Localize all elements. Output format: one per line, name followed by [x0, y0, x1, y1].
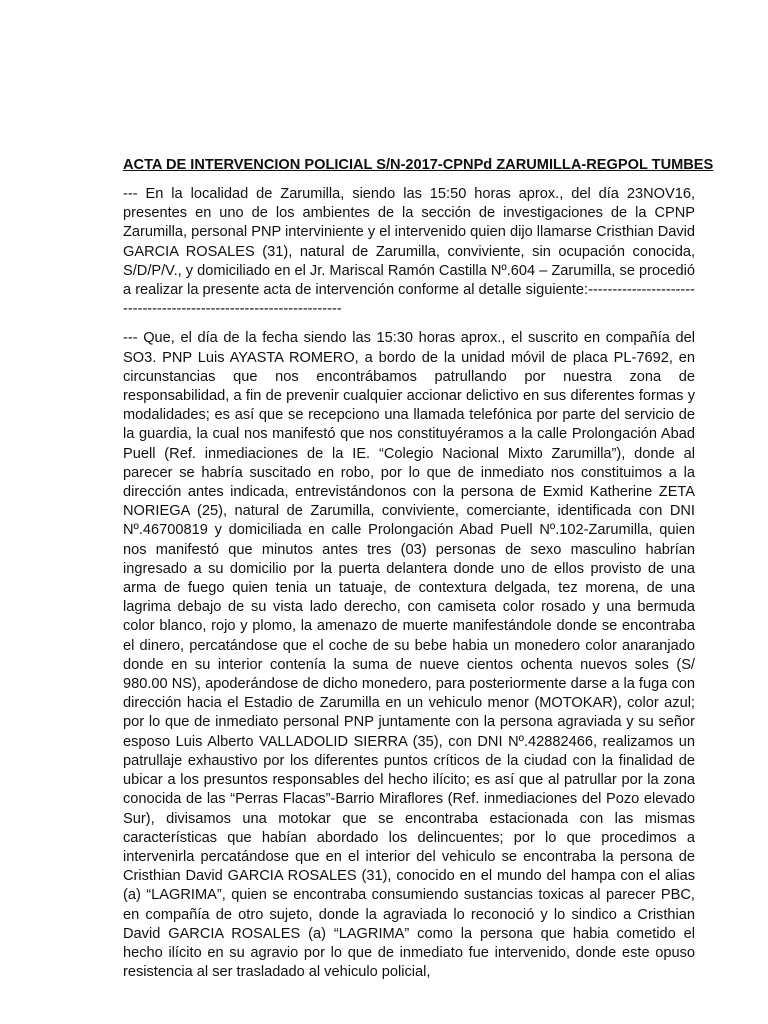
narrative-paragraph: --- Que, el día de la fecha siendo las 15:30 horas aprox., el suscrito en compañía del SO3. PNP Luis AYASTA ROMERO, a bordo de la unidad móvil de placa PL-7692, en circunstancias que nos encontrábamos patrullando por nuestra zona de responsabilidad, a fin de prevenir cualquier accionar delictivo en sus diferentes formas y modalidades; es así que se recepciono una llamada telefónica por parte del servicio de la guardia, la cual nos manifestó que nos constituyéramos a la calle Prolongación Abad Puell (Ref. inmediaciones de la IE. “Colegio Nacional Mixto Zarumilla”), donde al parecer se habría suscitado en robo, por lo que de inmediato nos constituimos a la dirección antes indicada, entrevistándonos con la persona de Exmid Katherine ZETA NORIEGA (25), natural de Zarumilla, conviviente, comerciante, identificada con DNI Nº.46700819 y domiciliada en calle Prolongación Abad Puell Nº.102-Zarumilla, quien nos manifestó que minutos antes tres (03) personas de sexo masculino habrían ingresado a su domicilio por la puerta delantera donde uno de ellos provisto de una arma de fuego quien tenia un tatuaje, de contextura delgada, tez morena, de una lagrima debajo de su vista lado derecho, con camiseta color rosado y una bermuda color blanco, rojo y plomo, la amenazo de muerte manifestándole donde se encontraba el dinero, percatándose que el coche de su bebe habia un monedero color anaranjado donde en su interior contenía la suma de nueve cientos ochenta nuevos soles (S/ 980.00 NS), apoderándose de dicho monedero, para posteriormente darse a la fuga con dirección hacia el Estadio de Zarumilla en un vehiculo menor (MOTOKAR), color azul; por lo que de inmediato personal PNP juntamente con la persona agraviada y su señor esposo Luis Alberto VALLADOLID SIERRA (35), con DNI Nº.42882466, realizamos un patrullaje exhaustivo por los diferentes puntos críticos de la ciudad con la finalidad de ubicar a los presuntos responsables del hecho ilícito; es así que al patrullar por la zona conocida de las “Perras Flacas”-Barrio Miraflores (Ref. inmediaciones del Pozo elevado Sur), divisamos una motokar que se encontraba estacionada con las mismas características que habían abordado los delincuentes; por lo que procedimos a intervenirla percatándose que en el interior del vehiculo se encontraba la persona de Cristhian David GARCIA ROSALES (31), conocido en el mundo del hampa con el alias (a) “LAGRIMA”, quien se encontraba consumiendo sustancias toxicas al parecer PBC, en compañía de otro sujeto, donde la agraviada lo reconoció y lo sindico a Cristhian David GARCIA ROSALES (a) “LAGRIMA” como la persona que habia cometido el hecho ilícito en su agravio por lo que de inmediato fue intervenido, donde este opuso resistencia al ser trasladado al vehiculo policial,: [123, 330, 695, 981]
intro-paragraph: --- En la localidad de Zarumilla, siendo las 15:50 horas aprox., del día 23NOV16, presentes en uno de los ambientes de la sección de investigaciones de la CPNP Zarumilla, personal PNP interviniente y el intervenido quien dijo llamarse Cristhian David GARCIA ROSALES (31), natural de Zarumilla, conviviente, sin ocupación conocida, S/D/P/V., y domiciliado en el Jr. Mariscal Ramón Castilla Nº.604 – Zarumilla, se procedió a realizar la presente acta de intervención conforme al detalle siguiente:-------------------------------------------------------------------: [123, 186, 695, 318]
document-page: [123, 155, 714, 982]
document-title: ACTA DE INTERVENCION POLICIAL S/N-2017-CPNPd ZARUMILLA-REGPOL TUMBES: [123, 157, 714, 173]
